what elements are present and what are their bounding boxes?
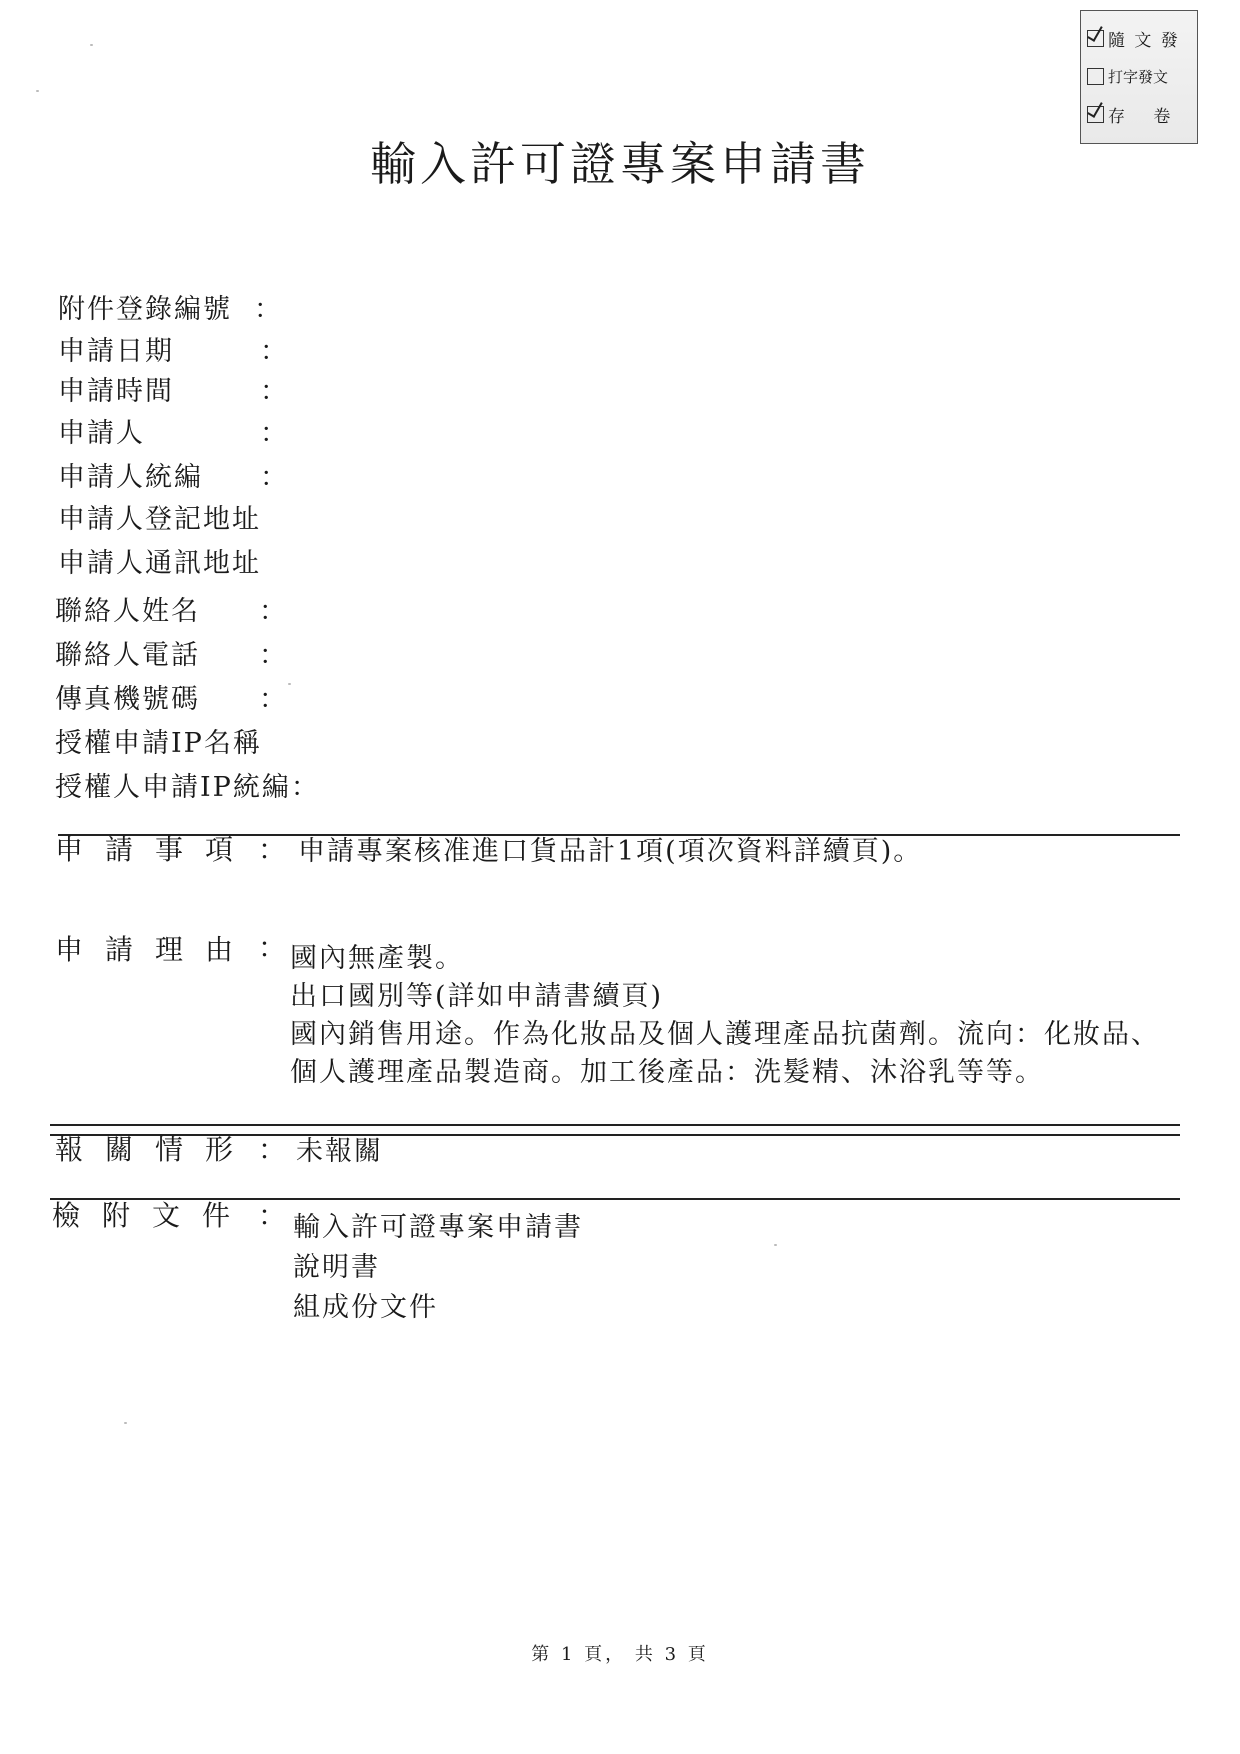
page-number: 第 1 頁， 共 3 頁 [531,1644,709,1665]
attachment-list [293,1208,583,1328]
stamp-row-typing [1087,57,1191,95]
scan-speck [288,683,291,685]
field-label: 申請人登記地址 [58,504,261,535]
list-item: 說明書 [293,1252,380,1283]
field-label: 授權人申請IP統編： [55,772,320,803]
field-apply-date: 申請日期 ： [58,336,289,367]
field-label: 申請日期 [58,336,174,367]
field-label: 申請時間 [58,376,174,407]
field-authorized-ip-id [55,768,320,808]
stamp-label: 打字發文 [1108,67,1169,86]
field-label: 聯絡人電話 [55,640,200,671]
field-label: 申請人統編 [58,462,203,493]
section-label-reason: 申請理由 [55,933,256,966]
section-colon: ： [258,931,287,964]
section-colon: ： [258,1199,287,1232]
checkbox-checked-icon [1087,30,1104,47]
reason-line: 國內銷售用途。作為化妝品及個人護理產品抗菌劑。流向：化妝品、個人護理產品製造商。加工後產品：洗髮精、沐浴乳等等。 [290,1019,1160,1088]
routing-stamp [1080,10,1198,144]
section-label-matter: 申請事項 [55,833,256,866]
scan-speck [90,44,93,46]
checkbox-checked-icon [1087,106,1104,123]
field-fax: 傳真機號碼 ： [55,684,288,715]
reason-text [290,940,1170,1092]
scan-speck [774,1244,777,1246]
field-mailing-address [58,544,261,584]
field-label: 授權申請IP名稱 [55,728,262,759]
reason-line: 國內無產製。 [290,943,464,974]
field-label: 附件登錄編號 [58,294,232,325]
scan-speck [36,90,39,92]
list-item: 輸入許可證專案申請書 [293,1212,583,1243]
reason-line: 出口國別等(詳如申請書續頁) [290,981,664,1012]
field-applicant: 申請人 ： [58,418,289,449]
section-label-attachments: 檢附文件 [52,1199,253,1232]
stamp-row-send [1087,19,1191,57]
list-item: 組成份文件 [293,1292,438,1323]
field-label: 聯絡人姓名 [55,596,200,627]
field-label: 申請人 [58,418,145,449]
field-apply-time: 申請時間 ： [58,376,289,407]
divider [50,1124,1180,1126]
section-colon: ： [258,1133,287,1166]
section-label-customs: 報關情形 [55,1133,256,1166]
stamp-label: 隨 文 發 [1108,30,1180,51]
field-contact-phone: 聯絡人電話 ： [55,640,288,671]
field-authorized-ip-name [55,724,262,764]
document-title: 輸入許可證專案申請書 [370,137,870,191]
matter-text: 申請專案核准進口貨品計1項(項次資料詳續頁)。 [298,836,923,867]
field-label: 申請人通訊地址 [58,548,261,579]
field-applicant-id: 申請人統編 ： [58,462,289,493]
field-attachment-no: 附件登錄編號 ： [58,294,283,325]
stamp-label: 存 卷 [1108,106,1173,127]
checkbox-empty-icon [1087,68,1104,85]
section-colon: ： [258,833,287,866]
field-registered-address [58,500,261,540]
field-label: 傳真機號碼 [55,684,200,715]
customs-text: 未報關 [296,1136,383,1167]
field-contact-name: 聯絡人姓名 ： [55,596,288,627]
scan-speck [124,1422,127,1424]
